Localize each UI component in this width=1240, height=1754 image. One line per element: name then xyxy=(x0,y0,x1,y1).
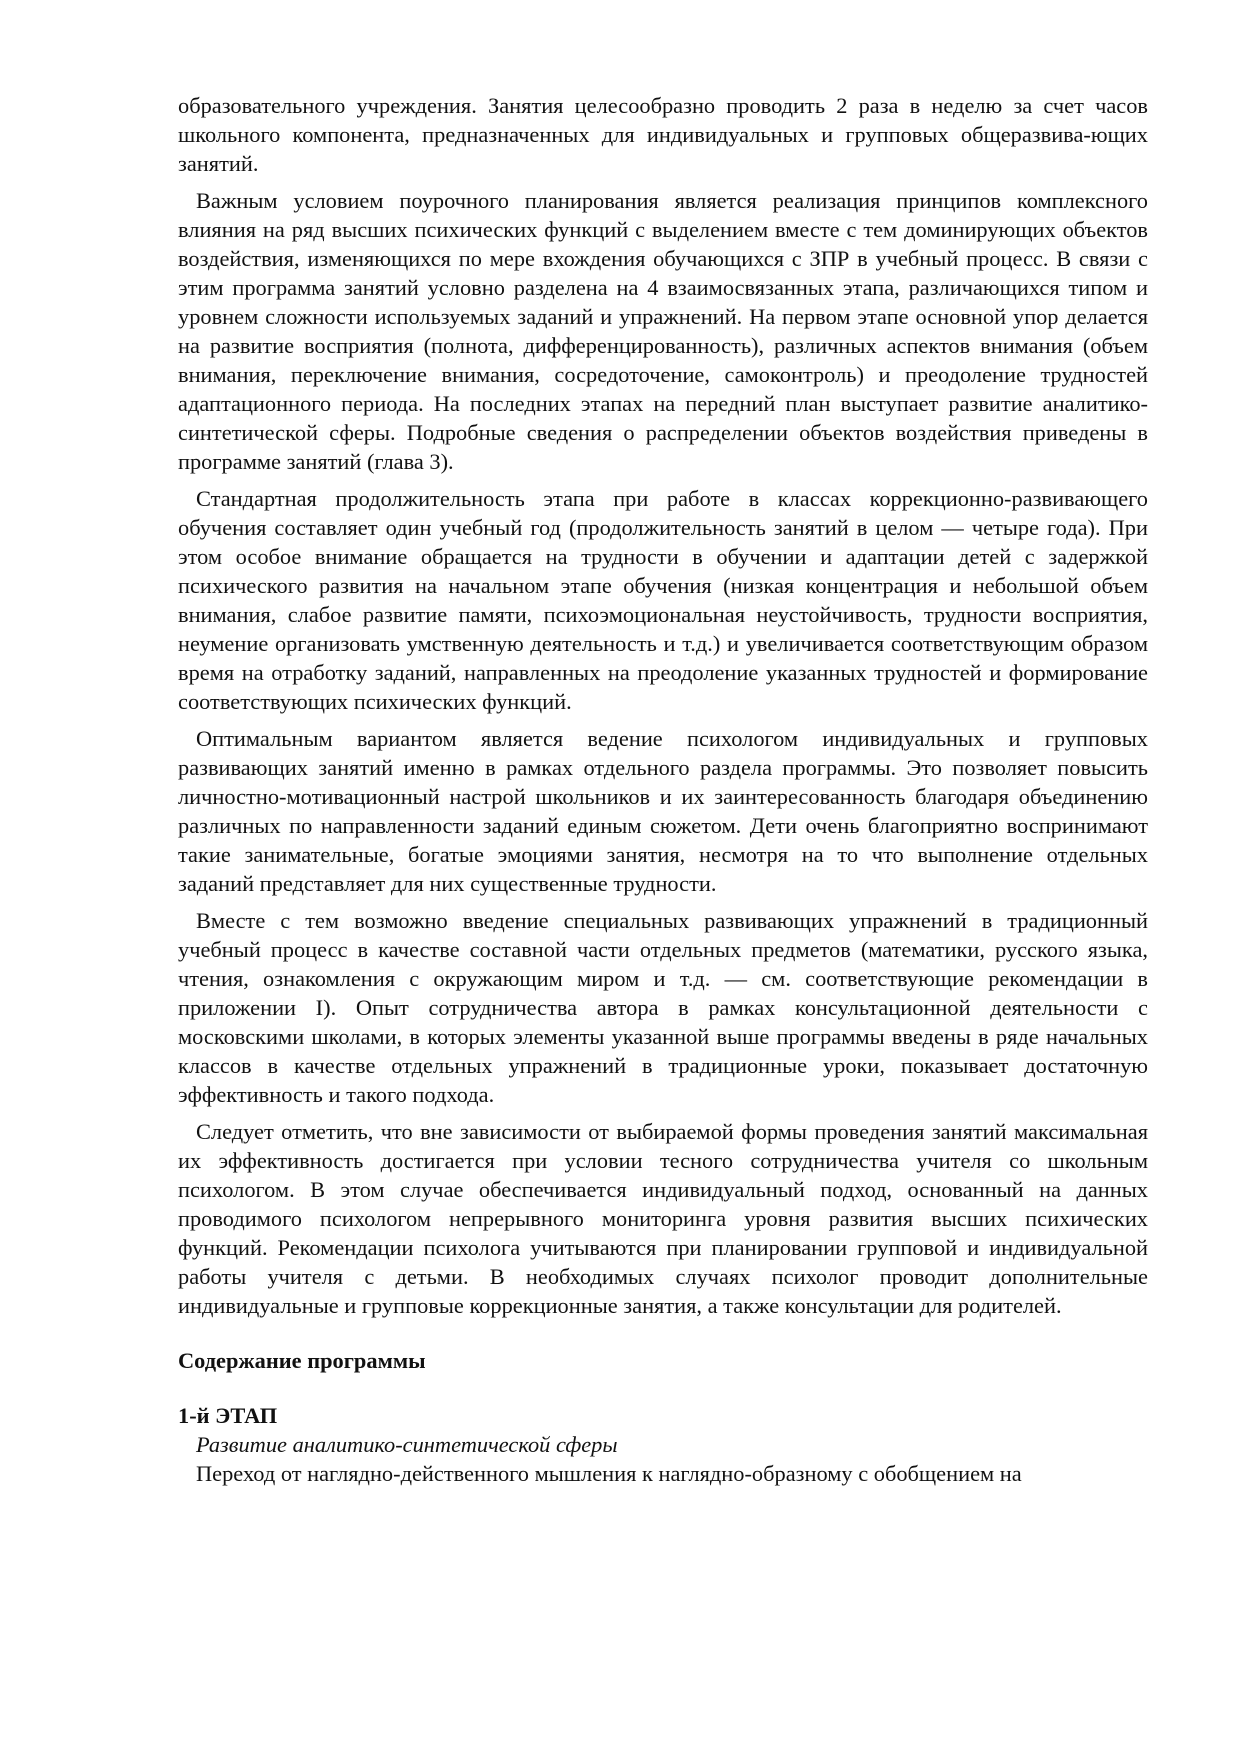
section-heading: Содержание программы xyxy=(178,1348,426,1373)
paragraph-6: Следует отметить, что вне зависимости от выбираемой формы проведения занятий максимальная их эффективность достигается при условии тесного сотрудничества учителя со школьным психологом. В этом случае обеспечивается индивидуальный подход, основанный на данных проводимого психологом непрерывного мониторинга уровня развития высших психических функций. Рекомендации психолога учитываются при планировании групповой и индивидуальной работы учителя с детьми. В необходимых случаях психолог проводит дополнительные индивидуальные и групповые коррекционные занятия, а также консультации для родителей. xyxy=(178,1119,1148,1318)
paragraph-5: Вместе с тем возможно введение специальных развивающих упражнений в традиционный учебный процесс в качестве составной части отдельных предметов (математики, русского языка, чтения, ознакомления с окружающим миром и т.д. — см. соответствующие рекомендации в приложении I). Опыт сотрудничества автора в рамках консультационной деятельности с московскими школами, в которых элементы указанной выше программы введены в ряде начальных классов в качестве отдельных упражнений в традиционные уроки, показывает достаточную эффективность и такого подхода. xyxy=(178,908,1148,1107)
paragraph-2: Важным условием поурочного планирования является реализация принципов комплексного влияния на ряд высших психических функций с выделением вместе с тем доминирующих объектов воздействия, изменяющихся по мере вхождения обучающихся с ЗПР в учебный процесс. В связи с этим программа занятий условно разделена на 4 взаимосвязанных этапа, различающихся типом и уровнем сложности используемых заданий и упражнений. На первом этапе основной упор делается на развитие восприятия (полнота, дифференцированность), различных аспектов внимания (объем внимания, переключение внимания, сосредоточение, самоконтроль) и преодоление трудностей адаптационного периода. На последних этапах на передний план выступает развитие аналитико-синтетической сферы. Подробные сведения о распределении объектов воздействия приведены в программе занятий (глава 3). xyxy=(178,188,1148,474)
paragraph-3: Стандартная продолжительность этапа при работе в классах коррекционно-развивающего обучения составляет один учебный год (продолжительность занятий в целом — четыре года). При этом особое внимание обращается на трудности в обучении и адаптации детей с задержкой психического развития на начальном этапе обучения (низкая концентрация и небольшой объем внимания, слабое развитие памяти, психоэмоциональная неустойчивость, трудности восприятия, неумение организовать умственную деятельность и т.д.) и увеличивается соответствующим образом время на отработку заданий, направленных на преодоление указанных трудностей и формирование соответствующих психических функций. xyxy=(178,486,1148,714)
paragraph-1: образовательного учреждения. Занятия целесообразно проводить 2 раза в неделю за счет часов школьного компонента, предназначенных для индивидуальных и групповых общеразвива-ющих занятий. xyxy=(178,93,1148,176)
document-page xyxy=(178,91,1148,1488)
paragraph-4: Оптимальным вариантом является ведение психологом индивидуальных и групповых развивающих занятий именно в рамках отдельного раздела программы. Это позволяет повысить личностно-мотивационный настрой школьников и их заинтересованность благодаря объединению различных по направленности заданий единым сюжетом. Дети очень благоприятно воспринимают такие занимательные, богатые эмоциями занятия, несмотря на то что выполнение отдельных заданий представляет для них существенные трудности. xyxy=(178,726,1148,896)
stage-heading: 1-й ЭТАП xyxy=(178,1403,278,1428)
stage-subheading: Развитие аналитико-синтетической сферы xyxy=(196,1432,618,1457)
paragraph-7: Переход от наглядно-действенного мышления к наглядно-образному с обобщением на xyxy=(196,1461,1022,1486)
